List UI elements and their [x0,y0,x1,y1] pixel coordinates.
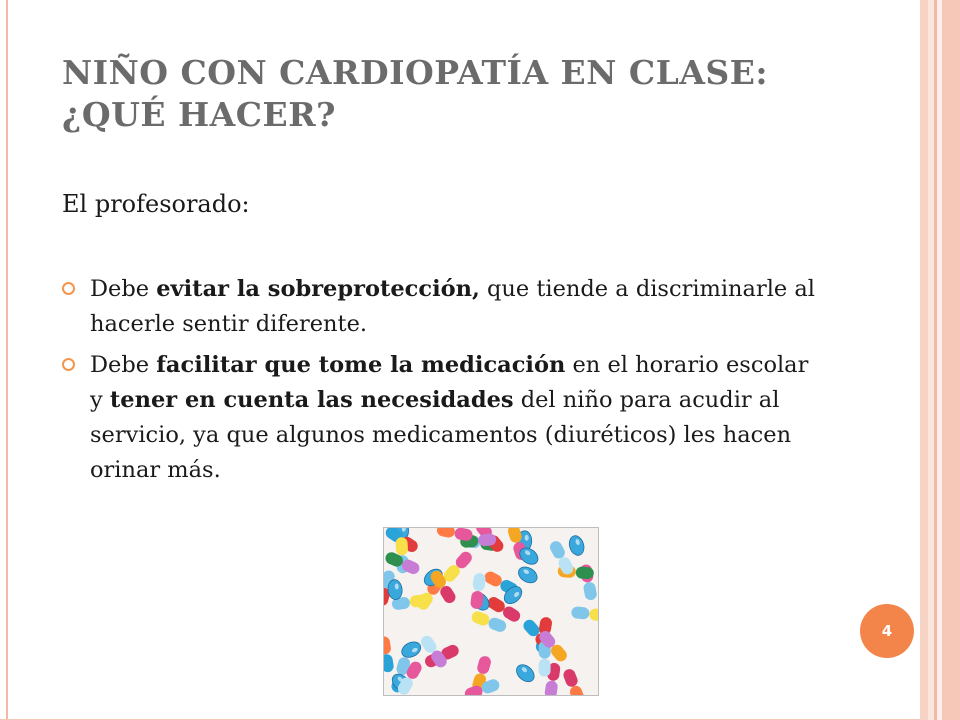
pills-photo-icon [383,527,599,696]
bullet-bold-text: evitar la sobreprotección, [156,276,480,302]
slide-title: NIÑO CON CARDIOPATÍA EN CLASE: ¿QUÉ HACER? [62,53,769,134]
bullet-text: Debe [90,352,157,378]
bullet-bold-text: facilitar que tome la medicación [156,352,566,378]
bullet-text: Debe [90,276,157,302]
page-number-badge: 4 [860,604,914,658]
bullet-text: del niño para acudir al servicio, ya que algunos medicamentos (diuréticos) les hacen orinar más. [90,387,792,483]
bullet-item [62,272,822,342]
bullet-text: en el horario escolar y [90,352,809,413]
slide-frame-left-line [6,0,8,720]
intro-text: El profesorado: [62,190,250,218]
bullet-list [62,272,822,494]
bullet-item [62,348,822,488]
border-stripe [920,0,928,720]
bullet-text: que tiende a discriminarle al hacerle sentir diferente. [90,276,815,337]
circle-bullet-icon [62,282,75,295]
border-stripe [942,0,960,720]
bullet-bold-text: tener en cuenta las necesidades [109,387,514,413]
circle-bullet-icon [62,358,75,371]
